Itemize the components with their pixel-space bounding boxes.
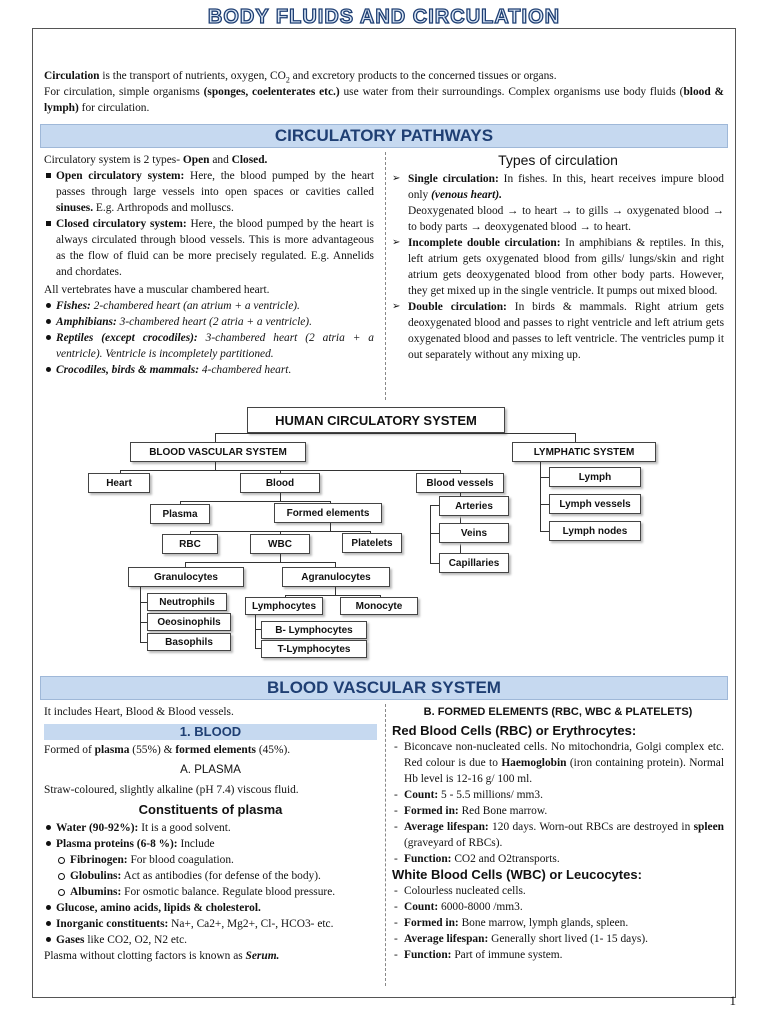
globulins-text: Act as antibodies (for defense of the body). bbox=[121, 870, 321, 882]
types-of-circulation-heading: Types of circulation bbox=[498, 152, 618, 168]
rbc-formed-value: Red Bone marrow. bbox=[458, 805, 548, 817]
rbc-formed-in bbox=[392, 803, 724, 819]
reptiles-heading: Reptiles (except crocodiles): bbox=[56, 332, 198, 344]
chart-basophils: Basophils bbox=[147, 633, 231, 651]
double-circulation-item bbox=[392, 299, 724, 363]
chart-blood: Blood bbox=[240, 473, 320, 493]
rbc-formed-label: Formed in: bbox=[404, 805, 459, 817]
wbc-function bbox=[392, 947, 724, 963]
rbc-count-value: 5 - 5.5 millions/ mm3. bbox=[438, 789, 543, 801]
venous-heart-term: (venous heart). bbox=[431, 189, 502, 201]
gases-text: like CO2, O2, N2 etc. bbox=[84, 934, 187, 946]
rbc-desc-text-2: (iron containing protein). Normal Hb level is 12-16 g/ 100 ml. bbox=[404, 757, 724, 785]
column-divider bbox=[385, 152, 386, 400]
chart-granulocytes: Granulocytes bbox=[128, 567, 244, 587]
wbc-lifespan-value: Generally short lived (1- 15 days). bbox=[488, 933, 648, 945]
crocodiles-item bbox=[44, 362, 374, 378]
wbc-description: - Colourless nucleated cells. bbox=[392, 883, 724, 899]
connector bbox=[185, 562, 335, 563]
albumins-text: For osmotic balance. Regulate blood pressure. bbox=[121, 886, 336, 898]
connector bbox=[330, 523, 331, 531]
chart-plasma: Plasma bbox=[150, 504, 210, 524]
formed-elements-term: formed elements bbox=[175, 744, 256, 756]
rbc-desc-text: Biconcave non-nucleated cells. No mitochondria, Golgi complex etc. Red colour is due to bbox=[404, 741, 724, 769]
connector bbox=[255, 615, 256, 648]
connector bbox=[430, 505, 431, 563]
rbc-lifespan bbox=[392, 819, 724, 851]
intro-body-fluids: blood & lymph) bbox=[44, 86, 724, 114]
haemoglobin-term: Haemoglobin bbox=[501, 757, 567, 769]
single-circulation-flow: Deoxygenated blood → to heart → to gills → oxygenated blood → to body parts → deoxygenated blood → to heart. bbox=[408, 205, 724, 233]
open-word: Open bbox=[182, 154, 210, 166]
amphibians-text: 3-chambered heart (2 atria + a ventricle). bbox=[116, 316, 312, 328]
single-circulation-text: . In this, heart receives impure blood only bbox=[408, 173, 724, 201]
connector bbox=[180, 501, 330, 502]
connector bbox=[285, 595, 380, 596]
chart-monocyte: Monocyte bbox=[340, 597, 418, 615]
amphibians-heading: Amphibians: bbox=[56, 316, 117, 328]
serum-text: Plasma without clotting factors is known as bbox=[44, 950, 246, 962]
bottom-left-column bbox=[44, 704, 377, 964]
inorganic-text: Na+, Ca2+, Mg2+, Cl-, HCO3- etc. bbox=[168, 918, 334, 930]
crocodiles-text: 4-chambered heart. bbox=[199, 364, 292, 376]
connector bbox=[280, 493, 281, 501]
incomplete-double-item bbox=[392, 235, 724, 299]
intro-text-5: for circulation. bbox=[78, 102, 150, 114]
chart-lymph-vessels: Lymph vessels bbox=[549, 494, 641, 514]
rbc-function bbox=[392, 851, 724, 867]
open-system-example: E.g. Arthropods and molluscs. bbox=[93, 202, 234, 214]
connector bbox=[540, 462, 541, 532]
plasma-description: Straw-coloured, slightly alkaline (pH 7.4) viscous fluid. bbox=[44, 784, 299, 796]
chart-eosinophils: Oeosinophils bbox=[147, 613, 231, 631]
serum-line bbox=[44, 948, 377, 964]
wbc-count-value: 6000-8000 /mm3. bbox=[438, 901, 523, 913]
crocodiles-heading: Crocodiles, birds & mammals: bbox=[56, 364, 200, 376]
chart-capillaries: Capillaries bbox=[439, 553, 509, 573]
rbc-function-label: Function: bbox=[404, 853, 452, 865]
connector bbox=[335, 587, 336, 595]
water-text: It is a good solvent. bbox=[138, 822, 231, 834]
wbc-count bbox=[392, 899, 724, 915]
incomplete-double-heading: Incomplete double circulation: bbox=[408, 237, 561, 249]
right-column bbox=[392, 152, 724, 363]
intro-text-3: For circulation, simple organisms bbox=[44, 86, 204, 98]
fibrinogen-item bbox=[44, 852, 377, 868]
intro-paragraph: Circulation is the transport of nutrients, oxygen, $CO_2$ and excretory products to the concerned tissues or organs. For circulation, simple organisms (sponges, coelenterates etc.) use water from their surroundings. Complex organisms use body fluids (blood & lymph) for circulation. bbox=[44, 70, 724, 114]
vertebrates-line: All vertebrates have a muscular chambered heart. bbox=[44, 284, 270, 296]
open-system-item bbox=[44, 168, 374, 216]
page-title: BODY FLUIDS AND CIRCULATION bbox=[207, 6, 561, 28]
reptiles-item bbox=[44, 330, 374, 362]
rbc-lifespan-label: Average lifespan: bbox=[404, 821, 489, 833]
chart-root: HUMAN CIRCULATORY SYSTEM bbox=[247, 407, 505, 433]
incomplete-double-text: In amphibians & reptiles. In this, left atrium gets oxygenated blood from gills/ lungs/skin and right atrium gets deoxygenated blood from other body parts. However, they get mixed up in the single ventricle. It pumps out mixed blood. bbox=[408, 237, 724, 297]
constituents-heading: Constituents of plasma bbox=[138, 802, 283, 817]
rbc-count bbox=[392, 787, 724, 803]
column-divider-bottom bbox=[385, 704, 386, 986]
chart-neutrophils: Neutrophils bbox=[147, 593, 227, 611]
connector bbox=[280, 554, 281, 562]
inorganic-heading: Inorganic constituents: bbox=[56, 918, 169, 930]
left-column bbox=[44, 152, 374, 378]
gases-item bbox=[44, 932, 377, 948]
chart-lymph: Lymph bbox=[549, 467, 641, 487]
chart-formed-elements: Formed elements bbox=[274, 503, 382, 523]
plasma-term: plasma bbox=[94, 744, 130, 756]
rbc-function-value: CO2 and O2transports. bbox=[451, 853, 560, 865]
types-line bbox=[44, 152, 374, 168]
serum-term: Serum. bbox=[245, 950, 280, 962]
rbc-heading: Red Blood Cells (RBC) or Erythrocytes: bbox=[392, 723, 637, 738]
wbc-heading: White Blood Cells (WBC) or Leucocytes: bbox=[392, 867, 642, 882]
double-circulation-text: In birds & mammals. Right atrium gets deoxygenated blood and passes to right ventricle and left atrium gets oxygenated blood and passes to left ventricle. The ventricles pump it out separately without any mixing up. bbox=[408, 301, 724, 361]
single-circulation-heading: Single circulation: bbox=[408, 173, 499, 185]
globulins-heading: Globulins: bbox=[70, 870, 122, 882]
proteins-heading: Plasma proteins (6-8 %): bbox=[56, 838, 178, 850]
bottom-right-column bbox=[392, 704, 724, 963]
wbc-lifespan bbox=[392, 931, 724, 947]
bvs-intro: It includes Heart, Blood & Blood vessels. bbox=[44, 706, 234, 718]
section-blood-vascular-system: BLOOD VASCULAR SYSTEM bbox=[40, 676, 728, 700]
formed-percent: (45%). bbox=[255, 744, 291, 756]
formed-elements-heading: B. FORMED ELEMENTS (RBC, WBC & PLATELETS) bbox=[423, 706, 693, 718]
types-text: Circulatory system is 2 types- bbox=[44, 154, 183, 166]
blood-composition bbox=[44, 742, 377, 758]
rbc-count-label: Count: bbox=[404, 789, 439, 801]
intro-text-2: and excretory products to the concerned tissues or organs. bbox=[289, 70, 557, 82]
page-number: 1 bbox=[729, 993, 736, 1008]
single-circulation-item bbox=[392, 171, 724, 203]
rbc-lifespan-end: (graveyard of RBCs). bbox=[404, 837, 503, 849]
connector bbox=[120, 470, 460, 471]
water-heading: Water (90-92%): bbox=[56, 822, 139, 834]
sinuses-term: sinuses. bbox=[56, 202, 94, 214]
chart-wbc: WBC bbox=[250, 534, 310, 554]
closed-system-heading: Closed circulatory system: bbox=[56, 218, 187, 230]
proteins-item bbox=[44, 836, 377, 852]
chart-bvs: BLOOD VASCULAR SYSTEM bbox=[130, 442, 306, 462]
glucose-text: Glucose, amino acids, lipids & cholesterol. bbox=[56, 902, 261, 914]
closed-system-text: Here, the blood pumped by the heart is always circulated through blood vessels. This is more advantageous as the flow of fluid can be more precisely regulated. E.g. Annelids and chordates. bbox=[56, 218, 374, 278]
chart-b-lymphocytes: B- Lymphocytes bbox=[261, 621, 367, 639]
and-word: and bbox=[209, 154, 232, 166]
wbc-count-label: Count: bbox=[404, 901, 439, 913]
closed-system-item bbox=[44, 216, 374, 280]
wbc-function-value: Part of immune system. bbox=[451, 949, 563, 961]
open-system-heading: Open circulatory system: bbox=[56, 170, 185, 182]
rbc-description bbox=[392, 739, 724, 787]
intro-text-1: is the transport of nutrients, oxygen, CO bbox=[99, 70, 286, 82]
open-system-text: Here, the blood pumped by the heart passes through large vessels into open spaces or cavities called bbox=[56, 170, 374, 198]
connector bbox=[215, 462, 216, 470]
chart-arteries: Arteries bbox=[439, 496, 509, 516]
chart-t-lymphocytes: T-Lymphocytes bbox=[261, 640, 367, 658]
fishes-heading: Fishes: bbox=[56, 300, 91, 312]
rbc-lifespan-value: 120 days. Worn-out RBCs are destroyed in bbox=[488, 821, 694, 833]
intro-text-4: use water from their surroundings. Complex organisms use body fluids ( bbox=[339, 86, 684, 98]
wbc-formed-label: Formed in: bbox=[404, 917, 459, 929]
albumins-heading: Albumins: bbox=[70, 886, 122, 898]
fishes-item bbox=[44, 298, 374, 314]
chart-agranulocytes: Agranulocytes bbox=[282, 567, 390, 587]
single-circulation-in-fishes: In fishes bbox=[498, 173, 545, 185]
connector bbox=[215, 433, 575, 434]
chart-platelets: Platelets bbox=[342, 533, 402, 553]
connector bbox=[140, 587, 141, 643]
chart-lymphocytes: Lymphocytes bbox=[245, 597, 323, 615]
blood-heading: 1. BLOOD bbox=[44, 724, 377, 740]
plasma-percent: (55%) & bbox=[129, 744, 176, 756]
fibrinogen-text: For blood coagulation. bbox=[127, 854, 234, 866]
chart-blood-vessels: Blood vessels bbox=[416, 473, 504, 493]
wbc-formed-value: Bone marrow, lymph glands, spleen. bbox=[458, 917, 629, 929]
chart-lymphatic-system: LYMPHATIC SYSTEM bbox=[512, 442, 656, 462]
wbc-function-label: Function: bbox=[404, 949, 452, 961]
fibrinogen-heading: Fibrinogen: bbox=[70, 854, 128, 866]
chart-veins: Veins bbox=[439, 523, 509, 543]
reptiles-text: 3-chambered heart (2 atria + a ventricle). Ventricle is incompletely partitioned. bbox=[56, 332, 375, 360]
blood-composition-text: Formed of bbox=[44, 744, 95, 756]
globulins-item bbox=[44, 868, 377, 884]
closed-word: Closed. bbox=[231, 154, 268, 166]
glucose-item bbox=[44, 900, 377, 916]
proteins-text: Include bbox=[177, 838, 215, 850]
wbc-lifespan-label: Average lifespan: bbox=[404, 933, 489, 945]
water-item bbox=[44, 820, 377, 836]
gases-heading: Gases bbox=[56, 934, 85, 946]
fishes-text: 2-chambered heart (an atrium + a ventricle). bbox=[90, 300, 300, 312]
spleen-term: spleen bbox=[693, 821, 724, 833]
chart-lymph-nodes: Lymph nodes bbox=[549, 521, 641, 541]
inorganic-item bbox=[44, 916, 377, 932]
chart-heart: Heart bbox=[88, 473, 150, 493]
wbc-formed-in bbox=[392, 915, 724, 931]
circulation-term: Circulation bbox=[44, 70, 100, 82]
albumins-item bbox=[44, 884, 377, 900]
chart-rbc: RBC bbox=[162, 534, 218, 554]
plasma-heading: A. PLASMA bbox=[180, 764, 241, 776]
section-circulatory-pathways: CIRCULATORY PATHWAYS bbox=[40, 124, 728, 148]
amphibians-item bbox=[44, 314, 374, 330]
intro-simple-organisms: (sponges, coelenterates etc.) bbox=[203, 86, 340, 98]
double-circulation-heading: Double circulation: bbox=[408, 301, 507, 313]
